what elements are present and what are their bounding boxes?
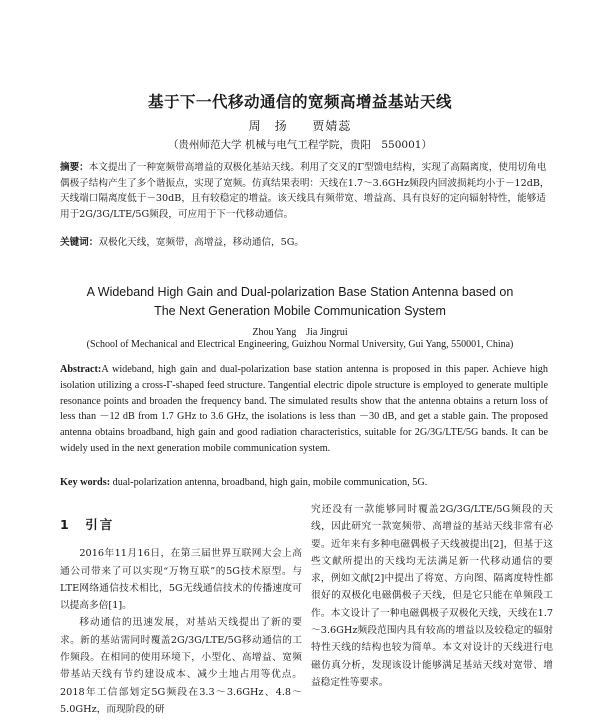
english-keywords-text: dual-polarization antenna, broadband, high gain, mobile communication, 5G. bbox=[112, 477, 428, 488]
chinese-keywords-text: 双极化天线，宽频带，高增益，移动通信，5G。 bbox=[98, 237, 305, 248]
chinese-affiliation: （贵州师范大学 机械与电气工程学院，贵阳 550001） bbox=[168, 139, 432, 151]
english-keywords bbox=[60, 475, 548, 490]
body-paragraph: 究还没有一款能够同时覆盖2G/3G/LTE/5G频段的天线，因此研究一款宽频带、高增益的基站天线非常有必要。近年来有多种电磁偶极子天线被提出[2]，但基于这些文献所提出的天线均无法满足新一代移动通信的要求，例如文献[2]中提出了将宽、方向图、隔离度特性都很好的双极化电磁偶极子天线，但是它只能在单频段工作。本文设计了一种电磁偶极子双极化天线，天线在1.7～3.6GHz频段范围内具有较高的增益以及较稳定的辐射特性天线的结构也较为简单。本文对设计的天线进行电磁仿真分析，发现该设计能够满足基站天线对宽带、增益稳定性等要求。 bbox=[311, 504, 553, 688]
body-column-left bbox=[60, 508, 302, 718]
chinese-keywords-label: 关键词： bbox=[60, 237, 99, 248]
english-abstract-text: A wideband, high gain and dual-polarization base station antenna is proposed in this paper. Achieve high isolation utilizing a cross-Γ-shaped feed structure. Tangential electric dipole structure is employed to generate multiple resonance points and broaden the frequency band. The simulated results show that the antenna obtains a return loss of less than －12 dB from 1.7 GHz to 3.6 GHz, the isolations is less than －30 dB, and get a stable gain. The proposed antenna obtains broadband, high gain and good radiation characteristics, suitable for 2G/3G/LTE/5G bands. It can be widely used in the next generation mobile communication system. bbox=[60, 364, 548, 454]
chinese-keywords bbox=[60, 235, 550, 250]
english-title-line-1: A Wideband High Gain and Dual-polarization Base Station Antenna based on bbox=[86, 285, 514, 299]
english-title-line-2: The Next Generation Mobile Communication System bbox=[154, 304, 446, 318]
english-abstract bbox=[60, 362, 548, 457]
chinese-abstract-text: 本文提出了一种宽频带高增益的双极化基站天线。利用了交叉的Γ型馈电结构，实现了高隔离度，使用切角电偶极子结构产生了多个谐振点，实现了宽频。仿真结果表明：天线在1.7～3.6GHz频段内回波损耗均小于－12dB，天线端口隔离度低于－30dB，且有较稳定的增益。该天线具有频带宽、增益高、具有良好的定向辐射特性，能够适用于2G/3G/LTE/5G频段，可应用于下一代移动通信。 bbox=[60, 162, 550, 220]
body-column-right bbox=[311, 501, 553, 691]
english-keywords-label: Key words: bbox=[60, 477, 111, 488]
section-heading-introduction: 1 引言 bbox=[60, 517, 115, 532]
english-abstract-label: Abstract: bbox=[60, 364, 102, 375]
english-authors: Zhou Yang Jia Jingrui bbox=[252, 327, 348, 338]
author-2: 贾婧蕊 bbox=[312, 119, 352, 133]
english-title bbox=[0, 283, 600, 321]
chinese-abstract-label: 摘要： bbox=[60, 162, 89, 173]
body-paragraph: 2016年11月16日，在第三届世界互联网大会上高通公司带来了可以实现“万物互联”的5G技术原型。与LTE网络通信技术相比，5G无线通信技术的传播速度可以提高多倍[1]。 bbox=[60, 548, 302, 612]
chinese-authors bbox=[0, 117, 600, 134]
english-affiliation: (School of Mechanical and Electrical Engineering, Guizhou Normal University, Gui Yang, 550001, China) bbox=[86, 339, 514, 350]
body-paragraph: 移动通信的迅速发展，对基站天线提出了新的要求。新的基站需同时覆盖2G/3G/LTE/5G移动通信的工作频段。在相同的使用环境下，小型化、高增益、宽频带基站天线有节约建设成本、减少土地占用等优点。2018年工信部划定5G频段在3.3～3.6GHz、4.8～5.0GHz，而现阶段的研 bbox=[60, 617, 302, 715]
author-1: 周 扬 bbox=[248, 119, 288, 133]
chinese-title: 基于下一代移动通信的宽频高增益基站天线 bbox=[147, 93, 452, 111]
chinese-abstract bbox=[60, 160, 550, 222]
